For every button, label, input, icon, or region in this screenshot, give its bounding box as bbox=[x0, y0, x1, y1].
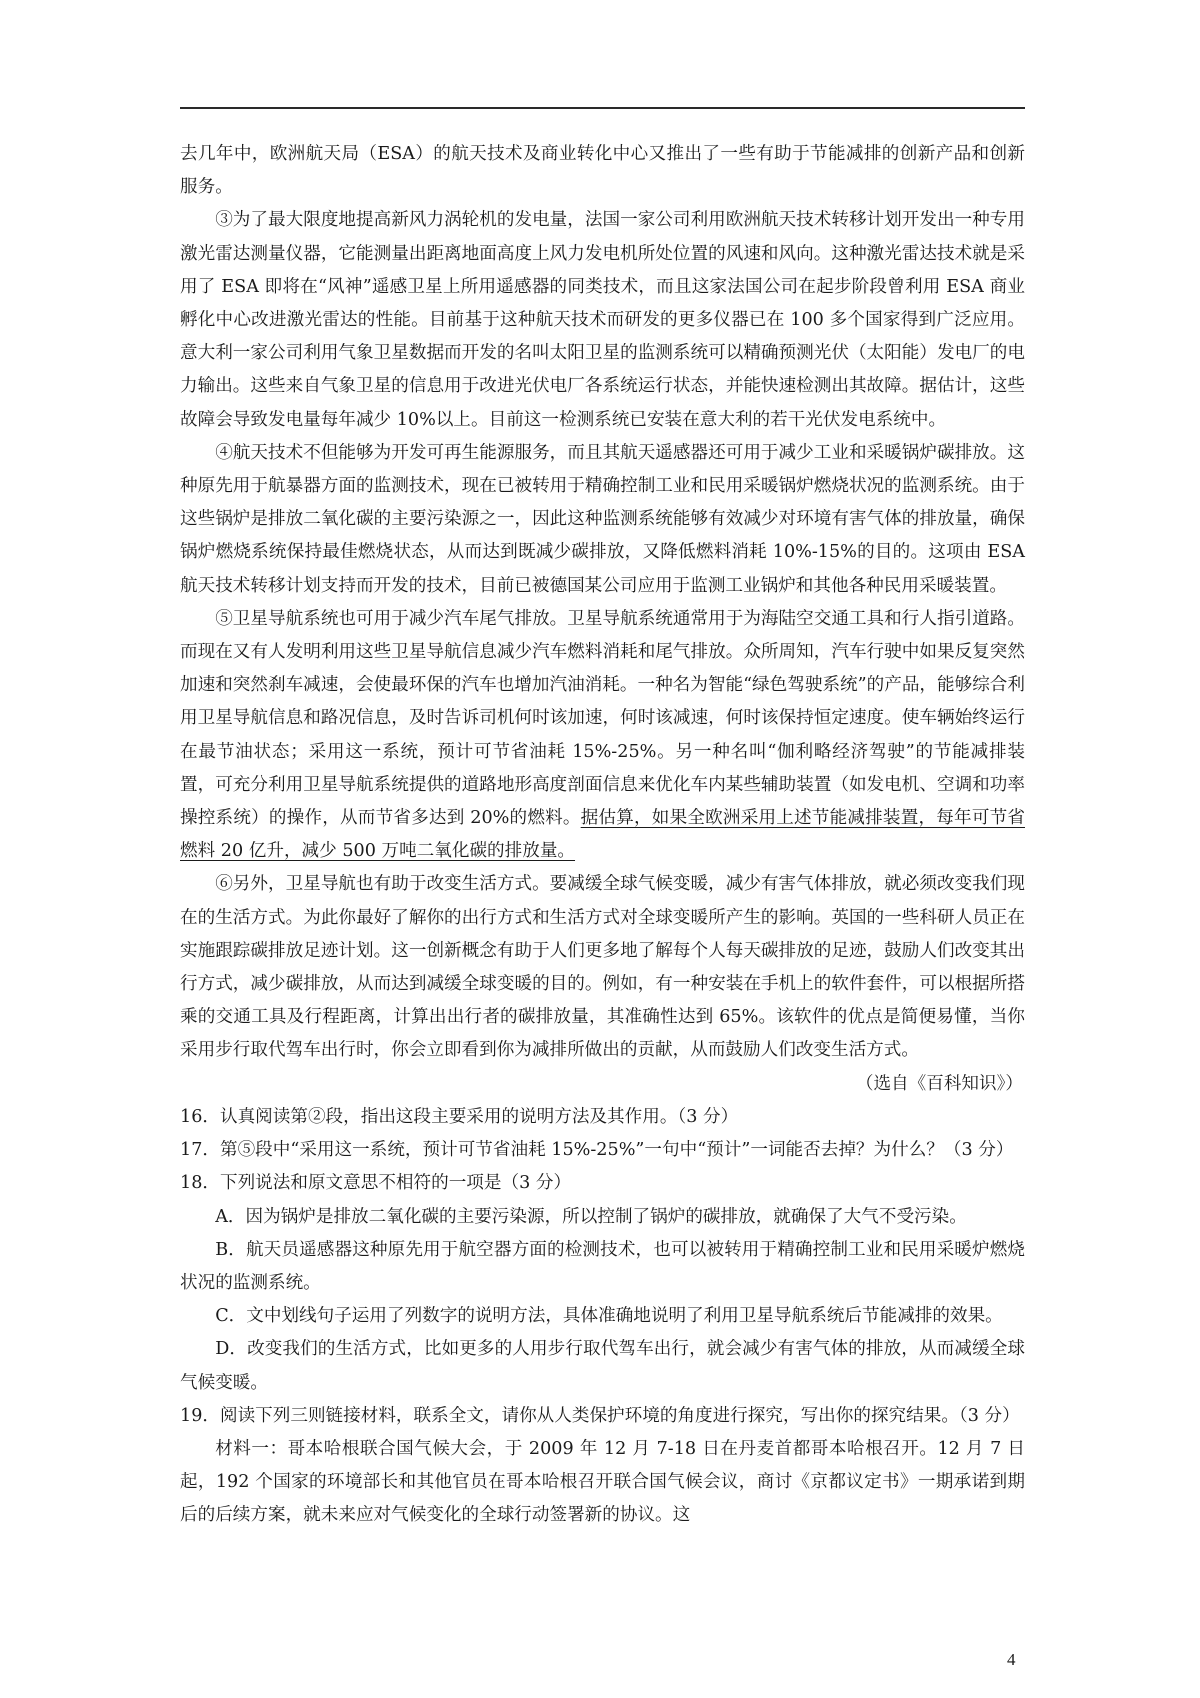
passage-paragraph-5 bbox=[180, 603, 1025, 869]
passage-paragraph-6: ⑥另外，卫星导航也有助于改变生活方式。要减缓全球气候变暖，减少有害气体排放，就必须改变我们现在的生活方式。为此你最好了解你的出行方式和生活方式对全球变暖所产生的影响。英国的一些科研人员正在实施跟踪碳排放足迹计划。这一创新概念有助于人们更多地了解每个人每天碳排放的足迹，鼓励人们改变其出行方式，减少碳排放，从而达到减缓全球变暖的目的。例如，有一种安装在手机上的软件套件，可以根据所搭乘的交通工具及行程距离，计算出出行者的碳排放量，其准确性达到 65%。该软件的优点是简便易懂，当你采用步行取代驾车出行时，你会立即看到你为减排所做出的贡献，从而鼓励人们改变生活方式。 bbox=[180, 874, 1025, 1061]
question-16: 16．认真阅读第②段，指出这段主要采用的说明方法及其作用。（3 分） bbox=[180, 1106, 739, 1127]
underlined-sentence: 据估算，如果全欧洲采用上述节能减排装置，每年可节省燃料 20 亿升，减少 500 万吨二氧化碳的排放量。 bbox=[180, 808, 1025, 862]
passage-paragraph-continued: 去几年中，欧洲航天局（ESA）的航天技术及商业转化中心又推出了一些有助于节能减排的创新产品和创新服务。 bbox=[180, 144, 1025, 198]
question-17: 17．第⑤段中“采用这一系统，预计可节省油耗 15%-25%”一句中“预计”一词能否去掉？为什么？（3 分） bbox=[180, 1140, 1014, 1161]
header-rule bbox=[180, 107, 1025, 109]
question-18-option-d: D．改变我们的生活方式，比如更多的人用步行取代驾车出行，就会减少有害气体的排放，从而减缓全球气候变暖。 bbox=[180, 1339, 1025, 1393]
source-citation: （选自《百科知识》） bbox=[855, 1073, 1023, 1094]
question-18-option-c: C．文中划线句子运用了列数字的说明方法，具体准确地说明了利用卫星导航系统后节能减排的效果。 bbox=[215, 1306, 1003, 1327]
question-18-option-a: A．因为锅炉是排放二氧化碳的主要污染源，所以控制了锅炉的碳排放，就确保了大气不受污染。 bbox=[215, 1206, 967, 1227]
question-18: 18．下列说法和原文意思不相符的一项是（3 分） bbox=[180, 1173, 572, 1194]
question-19: 19．阅读下列三则链接材料，联系全文，请你从人类保护环境的角度进行探究，写出你的探究结果。（3 分） bbox=[180, 1405, 1020, 1426]
page-number: 4 bbox=[1007, 1650, 1016, 1669]
question-18-option-b: B．航天员遥感器这种原先用于航空器方面的检测技术，也可以被转用于精确控制工业和民用采暖炉燃烧状况的监测系统。 bbox=[180, 1239, 1025, 1293]
passage-paragraph-4: ④航天技术不但能够为开发可再生能源服务，而且其航天遥感器还可用于减少工业和采暖锅炉碳排放。这种原先用于航暴器方面的监测技术，现在已被转用于精确控制工业和民用采暖锅炉燃烧状况的监测系统。由于这些锅炉是排放二氧化碳的主要污染源之一，因此这种监测系统能够有效减少对环境有害气体的排放量，确保锅炉燃烧系统保持最佳燃烧状态，从而达到既减少碳排放，又降低燃料消耗 10%-15%的目的。这项由 ESA 航天技术转移计划支持而开发的技术，目前已被德国某公司应用于监测工业锅炉和其他各种民用采暖装置。 bbox=[180, 442, 1025, 596]
passage-paragraph-3: ③为了最大限度地提高新风力涡轮机的发电量，法国一家公司利用欧洲航天技术转移计划开发出一种专用激光雷达测量仪器，它能测量出距离地面高度上风力发电机所处位置的风速和风向。这种激光雷达技术就是采用了 ESA 即将在“风神”遥感卫星上所用遥感器的同类技术，而且这家法国公司在起步阶段曾利用 ESA 商业孵化中心改进激光雷达的性能。目前基于这种航天技术而研发的更多仪器已在 100 多个国家得到广泛应用。意大利一家公司利用气象卫星数据而开发的名叫太阳卫星的监测系统可以精确预测光伏（太阳能）发电厂的电力输出。这些来自气象卫星的信息用于改进光伏电厂各系统运行状态，并能快速检测出其故障。据估计，这些故障会导致发电量每年减少 10%以上。目前这一检测系统已安装在意大利的若干光伏发电系统中。 bbox=[180, 210, 1025, 430]
page-content bbox=[180, 138, 1025, 1533]
paragraph-5-text: ⑤卫星导航系统也可用于减少汽车尾气排放。卫星导航系统通常用于为海陆空交通工具和行人指引道路。而现在又有人发明利用这些卫星导航信息减少汽车燃料消耗和尾气排放。众所周知，汽车行驶中如果反复突然加速和突然刹车减速，会使最环保的汽车也增加汽油消耗。一种名为智能“绿色驾驶系统”的产品，能够综合利用卫星导航信息和路况信息，及时告诉司机何时该加速，何时该减速，何时该保持恒定速度。使车辆始终运行在最节油状态；采用这一系统，预计可节省油耗 15%-25%。另一种名叫“伽利略经济驾驶”的节能减排装置，可充分利用卫星导航系统提供的道路地形高度剖面信息来优化车内某些辅助装置（如发电机、空调和功率操控系统）的操作，从而节省多达到 20%的燃料。 bbox=[180, 608, 1025, 829]
material-1: 材料一：哥本哈根联合国气候大会，于 2009 年 12 月 7-18 日在丹麦首都哥本哈根召开。12 月 7 日起，192 个国家的环境部长和其他官员在哥本哈根召开联合国气候会议，商讨《京都议定书》一期承诺到期后的后续方案，就未来应对气候变化的全球行动签署新的协议。这 bbox=[180, 1438, 1025, 1526]
